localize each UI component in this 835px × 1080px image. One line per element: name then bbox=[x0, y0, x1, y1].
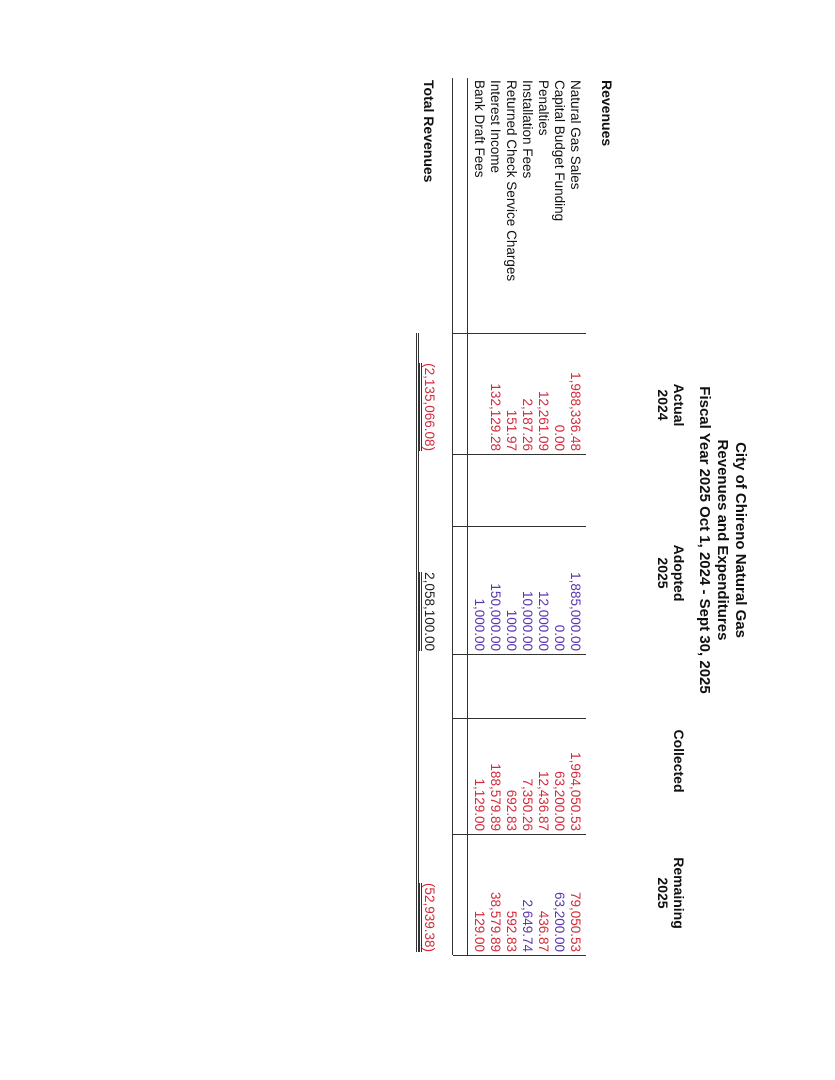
total-actual bbox=[422, 333, 437, 451]
col-header-collected bbox=[671, 716, 687, 806]
col-header-adopted-line1: Adopted bbox=[671, 544, 687, 602]
total-label: Total Revenues bbox=[421, 80, 437, 183]
cell-actual: 2,187.26 bbox=[520, 398, 535, 451]
col-header-adopted-line2: 2025 bbox=[655, 557, 671, 589]
total-adopted bbox=[422, 526, 437, 651]
cell-collected: 63,200.00 bbox=[552, 770, 567, 831]
cell-collected: 1,129.00 bbox=[472, 778, 487, 831]
cell-adopted: 100.00 bbox=[504, 609, 519, 651]
cell-collected: 7,350.26 bbox=[520, 778, 535, 831]
total-remaining bbox=[422, 834, 437, 952]
col-header-remaining bbox=[655, 838, 687, 948]
cell-remaining: 592.83 bbox=[504, 910, 519, 952]
section-title-revenues: Revenues bbox=[599, 80, 615, 147]
table-bottom-rule bbox=[467, 78, 468, 955]
cell-actual: 1,988,336.48 bbox=[568, 372, 583, 451]
cell-remaining: 2,649.74 bbox=[520, 899, 535, 952]
cell-adopted: 1,000.00 bbox=[472, 598, 487, 651]
cell-remaining: 63,200.00 bbox=[552, 891, 567, 952]
total-double-rule bbox=[416, 333, 419, 952]
col-header-remaining-line2: 2025 bbox=[655, 877, 671, 909]
row-label: Natural Gas Sales bbox=[568, 80, 583, 190]
table-base-rule bbox=[452, 78, 453, 955]
cell-adopted: 10,000.00 bbox=[520, 590, 535, 651]
report-subtitle: Revenues and Expenditures bbox=[714, 439, 731, 641]
cell-remaining: 38,579.89 bbox=[488, 891, 503, 952]
row-label: Bank Draft Fees bbox=[472, 80, 487, 178]
row-label: Capital Budget Funding bbox=[552, 80, 567, 222]
col-header-actual-line2: 2024 bbox=[655, 389, 671, 421]
report-period: Fiscal Year 2025 Oct 1, 2024 - Sept 30, 2025 bbox=[696, 386, 713, 694]
report-title: City of Chireno Natural Gas bbox=[732, 442, 749, 638]
cell-actual: 151.97 bbox=[504, 409, 519, 451]
cell-adopted: 1,885,000.00 bbox=[568, 572, 583, 651]
row-label: Returned Check Service Charges bbox=[504, 80, 519, 282]
total-remaining-value: (52,939.38) bbox=[419, 883, 437, 952]
col-header-actual-line1: Actual bbox=[671, 383, 687, 427]
row-label: Interest Income bbox=[488, 80, 503, 174]
cell-adopted: 12,000.00 bbox=[536, 590, 551, 651]
cell-adopted: 0.00 bbox=[552, 624, 567, 651]
cell-actual: 12,261.09 bbox=[536, 390, 551, 451]
cell-remaining: 436.87 bbox=[536, 910, 551, 952]
cell-collected: 692.83 bbox=[504, 789, 519, 831]
grid-line bbox=[453, 654, 586, 655]
grid-line bbox=[453, 454, 586, 455]
row-label: Installation Fees bbox=[520, 80, 535, 179]
cell-remaining: 129.00 bbox=[472, 910, 487, 952]
col-header-adopted bbox=[655, 528, 687, 618]
total-actual-value: (2,135,066.08) bbox=[419, 363, 437, 451]
row-label: Penalties bbox=[536, 80, 551, 136]
col-header-collected-line1: Collected bbox=[671, 729, 687, 793]
col-header-remaining-line1: Remaining bbox=[671, 857, 687, 929]
cell-remaining: 79,050.53 bbox=[568, 891, 583, 952]
cell-collected: 188,579.89 bbox=[488, 763, 503, 831]
cell-actual: 132,129.28 bbox=[488, 383, 503, 451]
col-header-actual bbox=[655, 360, 687, 450]
total-adopted-value: 2,058,100.00 bbox=[419, 572, 437, 651]
cell-adopted: 150,000.00 bbox=[488, 583, 503, 651]
cell-collected: 12,436.87 bbox=[536, 770, 551, 831]
cell-collected: 1,964,050.53 bbox=[568, 752, 583, 831]
grid-line bbox=[453, 955, 586, 956]
cell-actual: 0.00 bbox=[552, 424, 567, 451]
